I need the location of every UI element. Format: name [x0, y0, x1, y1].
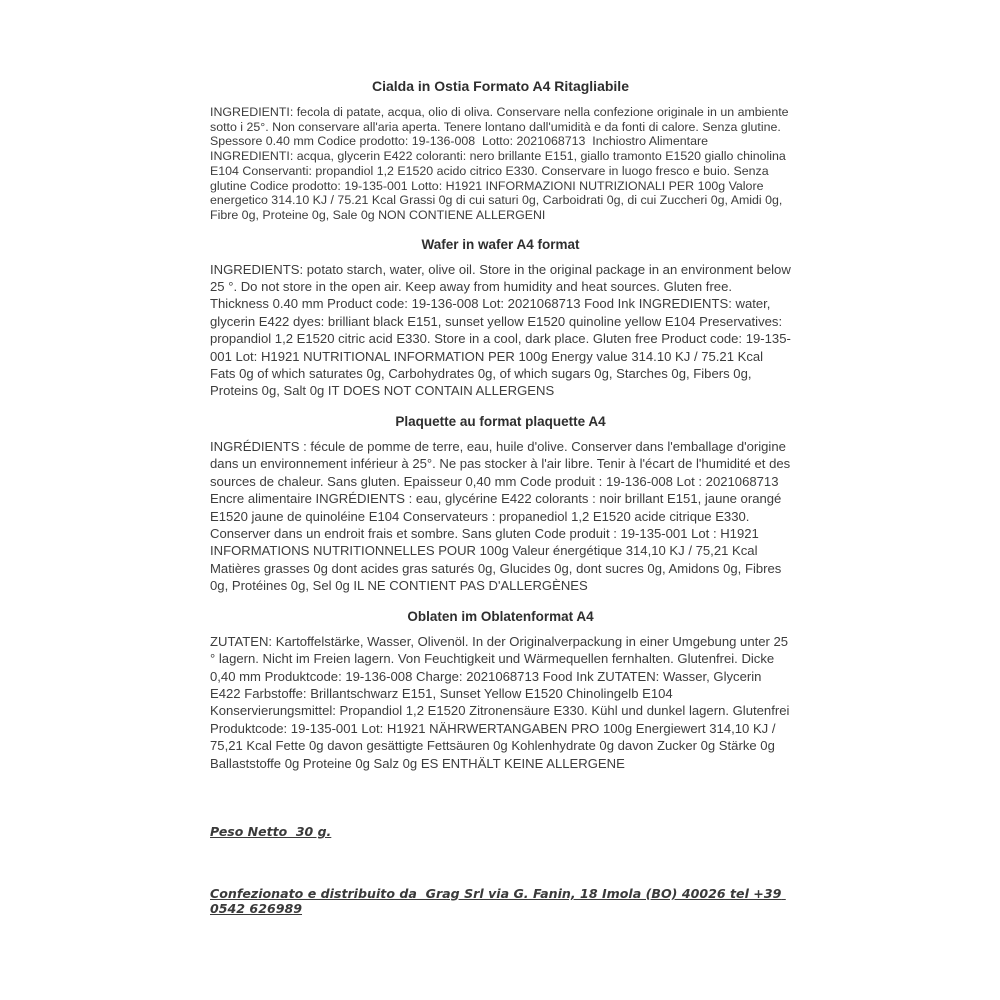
- ingredients-text-italian: INGREDIENTI: fecola di patate, acqua, olio di oliva. Conservare nella confezione originale in un ambiente sotto i 25°. Non conservare all'aria aperta. Tenere lontano dall'umidità e da fonti di calore. Senza glutine. Spessore 0.40 mm Codice prodotto: 19-136-008 Lotto: 2021068713 Inchiostro Alimentare INGREDIENTI: acqua, glycerin E422 coloranti: nero brillante E151, giallo tramonto E1520 giallo chinolina E104 Conservanti: propandiol 1,2 E1520 acido citrico E330. Conservare in luogo fresco e buio. Senza glutine Codice prodotto: 19-135-001 Lotto: H1921 INFORMAZIONI NUTRIZIONALI PER 100g Valore energetico 314.10 KJ / 75.21 Kcal Grassi 0g di cui saturi 0g, Carboidrati 0g, di cui Zuccheri 0g, Amidi 0g, Fibre 0g, Proteine 0g, Sale 0g NON CONTIENE ALLERGENI: [210, 105, 793, 222]
- section-heading-english: Wafer in wafer A4 format: [421, 236, 580, 252]
- section-italian: [210, 105, 791, 223]
- section-french: [210, 413, 794, 595]
- distributor-line: Confezionato e distribuito da Grag Srl via G. Fanin, 18 Imola (BO) 40026 tel +39 0542 626989: [210, 885, 786, 916]
- section-english: [210, 236, 795, 400]
- ingredients-text-german: ZUTATEN: Kartoffelstärke, Wasser, Olivenöl. In der Originalverpackung in einer Umgebung unter 25 ° lagern. Nicht im Freien lagern. Von Feuchtigkeit und Wärmequellen fernhalten. Glutenfrei. Dicke 0,40 mm Produktcode: 19-136-008 Charge: 2021068713 Food Ink ZUTATEN: Wasser, Glycerin E422 Farbstoffe: Brillantschwarz E151, Sunset Yellow E1520 Chinolingelb E104 Konservierungsmittel: Propandiol 1,2 E1520 Zitronensäure E330. Kühl und dunkel lagern. Glutenfrei Produktcode: 19-135-001 Lot: H1921 NÄHRWERTANGABEN PRO 100g Energiewert 314,10 KJ / 75,21 Kcal Fette 0g davon gesättigte Fettsäuren 0g Kohlenhydrate 0g davon Zucker 0g Stärke 0g Ballaststoffe 0g Proteine 0g Salz 0g ES ENTHÄLT KEINE ALLERGENE: [210, 633, 794, 771]
- ingredients-text-french: INGRÉDIENTS : fécule de pomme de terre, eau, huile d'olive. Conserver dans l'emballage d'origine dans un environnement inférieur à 25°. Ne pas stocker à l'air libre. Tenir à l'écart de l'humidité et des sources de chaleur. Sans gluten. Epaisseur 0,40 mm Code produit : 19-136-008 Lot : 2021068713 Encre alimentaire INGRÉDIENTS : eau, glycérine E422 colorants : noir brillant E151, jaune orangé E1520 jaune de quinoléine E104 Conservateurs : propanediol 1,2 E1520 acide citrique E330. Conserver dans un endroit frais et sombre. Sans gluten Code produit : 19-135-001 Lot : H1921 INFORMATIONS NUTRITIONNELLES POUR 100g Valeur énergétique 314,10 KJ / 75,21 Kcal Matières grasses 0g dont acides gras saturés 0g, Glucides 0g, dont sucres 0g, Amidons 0g, Fibres 0g, Protéines 0g, Sel 0g IL NE CONTIENT PAS D'ALLERGÈNES: [210, 438, 794, 594]
- section-german: [210, 608, 794, 772]
- section-heading-german: Oblaten im Oblatenformat A4: [407, 608, 594, 624]
- page-title: Cialda in Ostia Formato A4 Ritagliabile: [372, 78, 629, 94]
- section-heading-french: Plaquette au format plaquette A4: [395, 413, 606, 429]
- ingredients-text-english: INGREDIENTS: potato starch, water, olive oil. Store in the original package in an environment below 25 °. Do not store in the open air. Keep away from humidity and heat sources. Gluten free. Thickness 0.40 mm Product code: 19-136-008 Lot: 2021068713 Food Ink INGREDIENTS: water, glycerin E422 dyes: brilliant black E151, sunset yellow E1520 quinoline yellow E104 Preservatives: propandiol 1,2 E1520 citric acid E330. Store in a cool, dark place. Gluten free Product code: 19-135-001 Lot: H1921 NUTRITIONAL INFORMATION PER 100g Energy value 314.10 KJ / 75.21 Kcal Fats 0g of which saturates 0g, Carbohydrates 0g, of which sugars 0g, Starches 0g, Fibers 0g, Proteins 0g, Salt 0g IT DOES NOT CONTAIN ALLERGENS: [210, 261, 795, 399]
- label-content-column: [210, 0, 795, 916]
- net-weight-line: Peso Netto 30 g.: [210, 823, 332, 839]
